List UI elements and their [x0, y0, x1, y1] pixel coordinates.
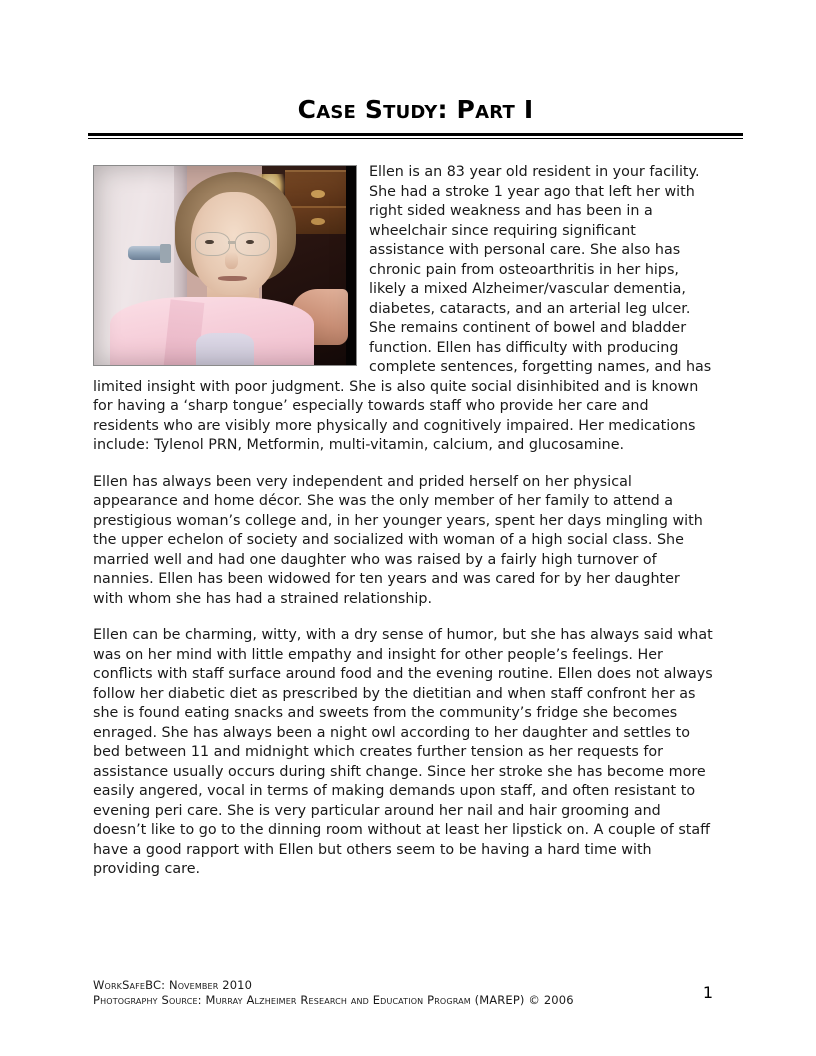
title-divider: [88, 133, 743, 139]
photo-vignette: [94, 166, 356, 365]
document-body: [93, 163, 713, 880]
footer-photo-credit-line: Photography Source: Murray Alzheimer Research and Education Program (MAREP) © 2006: [93, 993, 574, 1007]
resident-photograph: [93, 165, 357, 366]
page-number: 1: [702, 983, 713, 1002]
case-paragraph-3: Ellen can be charming, witty, with a dry sense of humor, but she has always said what was on her mind with little empathy and insight for other people’s feelings. Her conflicts with staff surface around food and the evening routine. Ellen does not always follow her diabetic diet as prescribed by the dietitian and when staff confront her as she is found eating snacks and sweets from the community’s fridge she becomes enraged. She has always been a night owl according to her daughter and settles to bed between 11 and midnight which creates further tension as her requests for assistance usually occurs during shift change. Since her stroke she has become more easily angered, vocal in terms of making demands upon staff, and often resistant to evening peri care. She is very particular around her nail and hair grooming and doesn’t like to go to the dinning room without at least her lipstick on. A couple of staff have a good rapport with Ellen but others seem to be having a hard time with providing care.: [93, 627, 713, 877]
title-block: [88, 96, 743, 139]
page-footer: [93, 978, 713, 1008]
case-paragraph-2: Ellen has always been very independent and prided herself on her physical appearance and home décor. She was the only member of her family to attend a prestigious woman’s college and, in her younger years, spent her days mingling with the upper echelon of society and socialized with woman of a high social class. She married well and had one daughter who was raised by a fairly high turnover of nannies. Ellen has been widowed for ten years and was cared for by her daughter with whom she has had a strained relationship.: [93, 473, 703, 607]
page-title: Case Study: Part I: [297, 95, 534, 124]
footer-source-line: WorkSafeBC: November 2010: [93, 978, 253, 992]
footer-attribution: [93, 978, 574, 1008]
case-paragraph-1: Ellen is an 83 year old resident in your facility. She had a stroke 1 year ago that left her with right sided weakness and has been in a wheelchair since requiring significant assistance with personal care. She also has chronic pain from osteoarthritis in her hips, likely a mixed Alzheimer/vascular dementia, diabetes, cataracts, and an arterial leg ulcer. She remains continent of bowel and bladder function. Ellen has difficulty with producing complete sentences, forgetting names, and has limited insight with poor judgment. She is also quite social disinhibited and is known for having a ‘sharp tongue’ especially towards staff who provide her care and residents who are visibly more physically and cognitively impaired. Her medications include: Tylenol PRN, Metformin, multi-vitamin, calcium, and glucosamine.: [93, 164, 712, 453]
